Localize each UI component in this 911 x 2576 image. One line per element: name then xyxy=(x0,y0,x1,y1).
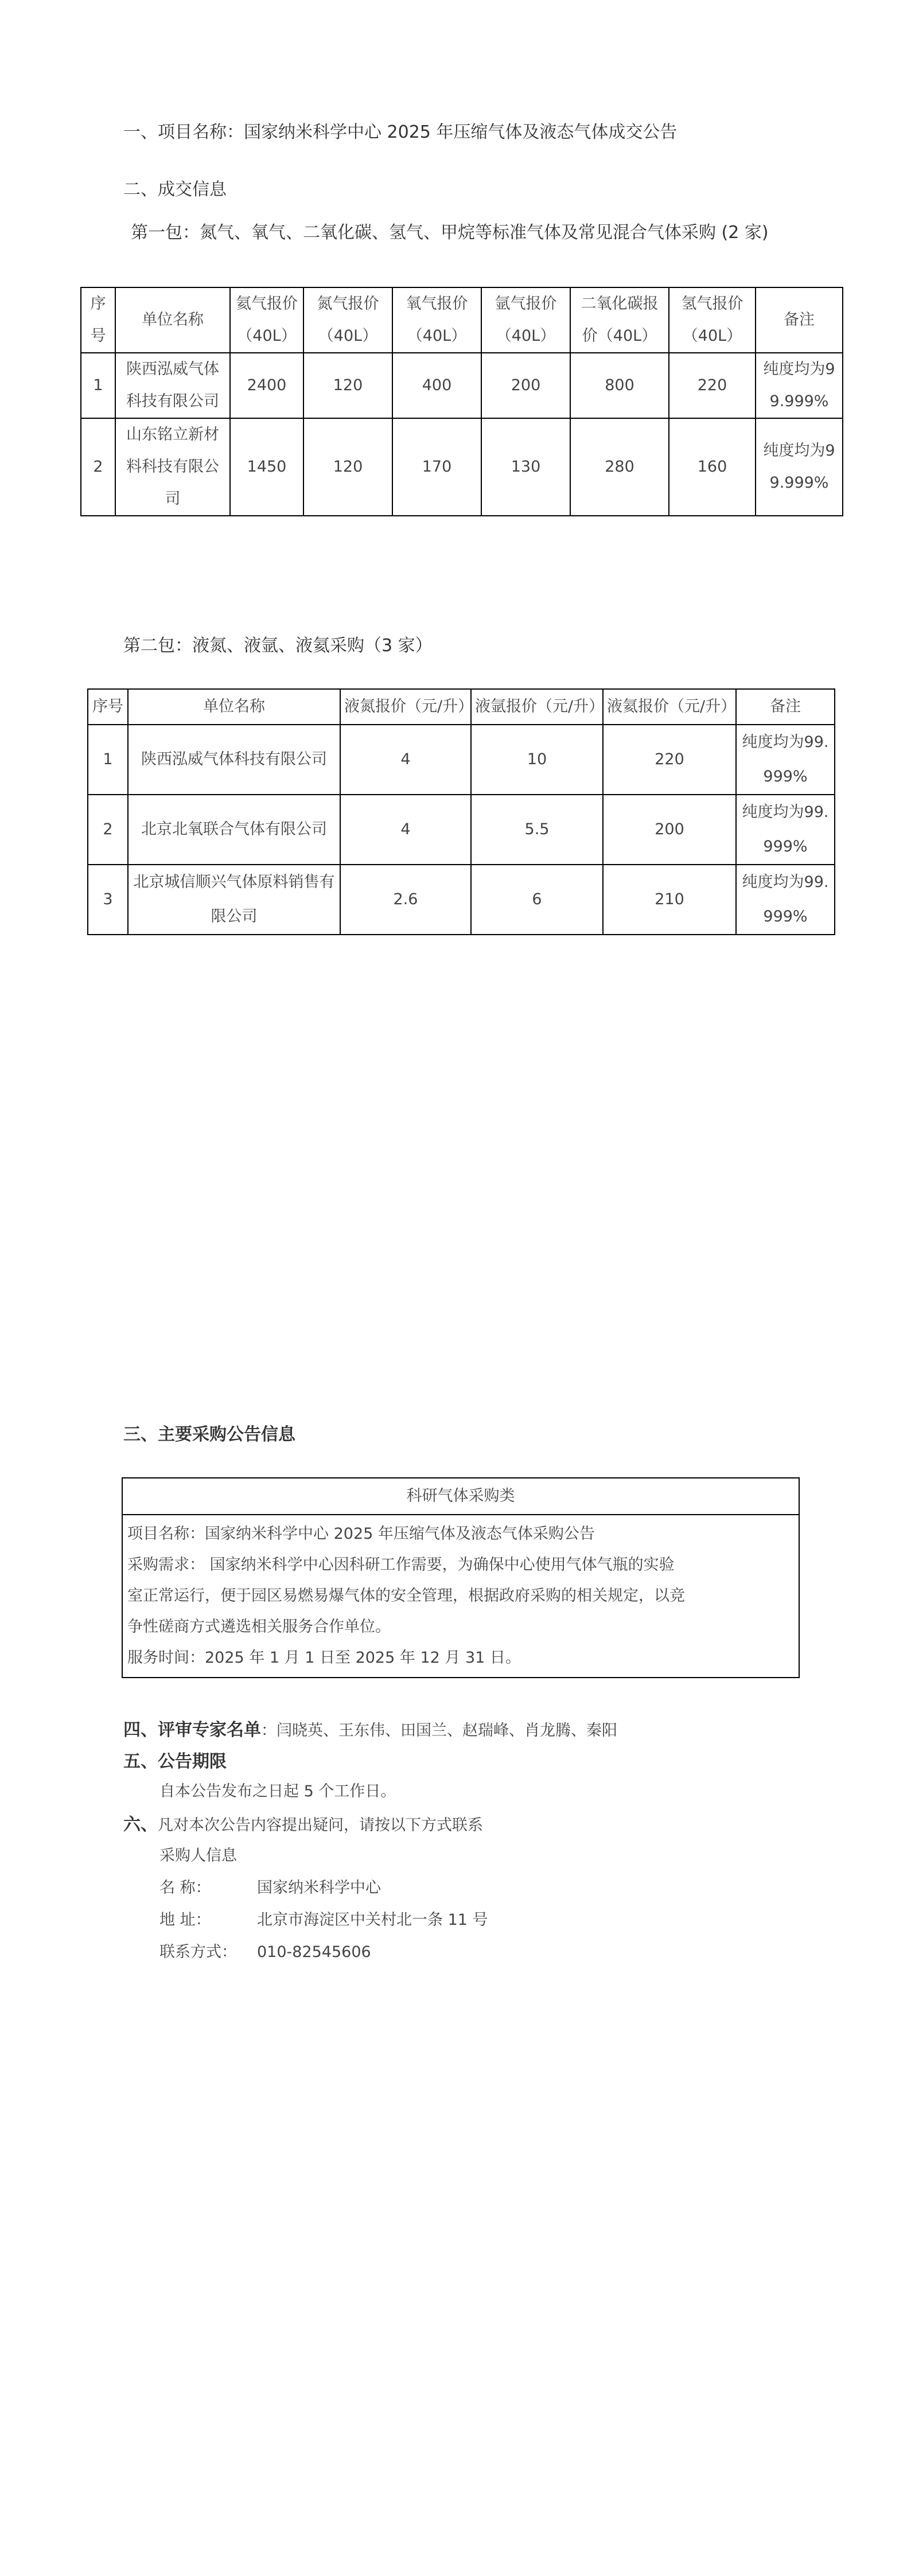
section-4 xyxy=(123,1715,617,1741)
table-row xyxy=(88,795,835,865)
cell-liquid-helium: 200 xyxy=(603,795,736,865)
announcement-service-time: 服务时间：2025 年 1 月 1 日至 2025 年 12 月 31 日。 xyxy=(127,1649,521,1667)
cell-remark: 纯度均为99.999% xyxy=(736,865,835,935)
header-remark: 备注 xyxy=(756,287,843,353)
header-remark: 备注 xyxy=(736,689,835,725)
purchaser-contact-row xyxy=(159,1939,371,1962)
purchaser-name-row xyxy=(159,1875,381,1897)
package-2-header-row xyxy=(88,689,835,725)
table-row xyxy=(88,865,835,935)
cell-nitrogen: 120 xyxy=(303,353,392,418)
section-6 xyxy=(123,1810,483,1835)
header-liquid-argon-price: 液氩报价（元/升） xyxy=(471,689,603,725)
cell-liquid-nitrogen: 4 xyxy=(340,795,471,865)
cell-company: 山东铭立新材料科技有限公司 xyxy=(115,418,230,516)
package-1-title: 第一包：氮气、氧气、二氧化碳、氢气、甲烷等标准气体及常见混合气体采购 (2 家) xyxy=(131,223,769,243)
header-co2-price: 二氧化碳报价（40L） xyxy=(570,287,669,353)
header-argon-price: 氩气报价（40L） xyxy=(481,287,570,353)
section-1-label: 一、项目名称： xyxy=(123,122,244,142)
package-2-table xyxy=(87,688,835,935)
cell-liquid-helium: 220 xyxy=(603,725,736,795)
announcement-box xyxy=(122,1477,800,1678)
section-1-heading xyxy=(123,118,677,143)
cell-remark: 纯度均为99.999% xyxy=(736,795,835,865)
purchaser-name: 国家纳米科学中心 xyxy=(257,1879,381,1897)
header-index: 序号 xyxy=(88,689,128,725)
cell-oxygen: 400 xyxy=(392,353,481,418)
cell-index: 1 xyxy=(81,353,115,418)
cell-index: 3 xyxy=(88,865,128,935)
table-row xyxy=(88,725,835,795)
cell-company: 北京北氧联合气体有限公司 xyxy=(128,795,340,865)
project-title: 国家纳米科学中心 2025 年压缩气体及液态气体成交公告 xyxy=(244,122,678,142)
header-liquid-helium-price: 液氦报价（元/升） xyxy=(603,689,736,725)
cell-index: 2 xyxy=(88,795,128,865)
header-oxygen-price: 氧气报价（40L） xyxy=(392,287,481,353)
announcement-body xyxy=(123,1515,799,1677)
cell-liquid-argon: 6 xyxy=(471,865,603,935)
announcement-category: 科研气体采购类 xyxy=(123,1478,799,1515)
package-1-header-row xyxy=(81,287,843,353)
header-company: 单位名称 xyxy=(115,287,230,353)
cell-company: 陕西泓威气体科技有限公司 xyxy=(128,725,340,795)
contact-instruction: 凡对本次公告内容提出疑问，请按以下方式联系 xyxy=(158,1816,483,1834)
announcement-requirement-line-1: 采购需求： 国家纳米科学中心因科研工作需要，为确保中心使用气体气瓶的实验 xyxy=(127,1556,675,1574)
cell-remark: 纯度均为99.999% xyxy=(736,725,835,795)
header-helium-price: 氦气报价（40L） xyxy=(230,287,303,353)
cell-helium: 2400 xyxy=(230,353,303,418)
header-liquid-nitrogen-price: 液氮报价（元/升） xyxy=(340,689,471,725)
section-4-label: 四、评审专家名单 xyxy=(123,1720,261,1740)
cell-index: 1 xyxy=(88,725,128,795)
package-1-table xyxy=(80,287,843,516)
cell-liquid-nitrogen: 4 xyxy=(340,725,471,795)
cell-liquid-helium: 210 xyxy=(603,865,736,935)
package-2-title: 第二包：液氮、液氩、液氦采购（3 家） xyxy=(123,636,433,656)
expert-list: ：闫晓英、王东伟、田国兰、赵瑞峰、肖龙腾、秦阳 xyxy=(261,1722,617,1740)
section-6-label: 六、 xyxy=(123,1815,158,1835)
section-5-label: 五、公告期限 xyxy=(123,1752,227,1772)
announcement-requirement-line-2: 室正常运行，便于园区易燃易爆气体的安全管理，根据政府采购的相关规定，以竞 xyxy=(127,1587,685,1605)
section-3-label: 三、主要采购公告信息 xyxy=(123,1425,295,1445)
purchaser-info-title: 采购人信息 xyxy=(159,1847,237,1865)
cell-index: 2 xyxy=(81,418,115,516)
table-row xyxy=(81,418,843,516)
announcement-period: 自本公告发布之日起 5 个工作日。 xyxy=(159,1783,396,1800)
cell-liquid-argon: 5.5 xyxy=(471,795,603,865)
cell-liquid-nitrogen: 2.6 xyxy=(340,865,471,935)
purchaser-phone: 010-82545606 xyxy=(257,1943,371,1961)
header-hydrogen-price: 氢气报价（40L） xyxy=(669,287,756,353)
cell-remark: 纯度均为99.999% xyxy=(756,353,843,418)
cell-company: 陕西泓威气体科技有限公司 xyxy=(115,353,230,418)
purchaser-address-label: 地 址： xyxy=(159,1911,211,1929)
cell-remark: 纯度均为99.999% xyxy=(756,418,843,516)
cell-oxygen: 170 xyxy=(392,418,481,516)
cell-co2: 800 xyxy=(570,353,669,418)
header-company: 单位名称 xyxy=(128,689,340,725)
header-index: 序号 xyxy=(81,287,115,353)
cell-hydrogen: 220 xyxy=(669,353,756,418)
cell-company: 北京城信顺兴气体原料销售有限公司 xyxy=(128,865,340,935)
cell-helium: 1450 xyxy=(230,418,303,516)
cell-nitrogen: 120 xyxy=(303,418,392,516)
cell-co2: 280 xyxy=(570,418,669,516)
table-row xyxy=(81,353,843,418)
header-nitrogen-price: 氮气报价（40L） xyxy=(303,287,392,353)
cell-argon: 130 xyxy=(481,418,570,516)
cell-argon: 200 xyxy=(481,353,570,418)
announcement-project: 项目名称：国家纳米科学中心 2025 年压缩气体及液态气体采购公告 xyxy=(127,1525,595,1543)
purchaser-name-label: 名 称： xyxy=(159,1879,211,1897)
purchaser-address: 北京市海淀区中关村北一条 11 号 xyxy=(257,1911,488,1929)
announcement-requirement-line-3: 争性磋商方式遴选相关服务合作单位。 xyxy=(127,1618,391,1636)
purchaser-address-row xyxy=(159,1907,488,1929)
section-2-heading: 二、成交信息 xyxy=(123,180,227,200)
purchaser-contact-label: 联系方式： xyxy=(159,1943,237,1961)
cell-hydrogen: 160 xyxy=(669,418,756,516)
section-3-heading xyxy=(123,1420,295,1445)
cell-liquid-argon: 10 xyxy=(471,725,603,795)
section-5-heading xyxy=(123,1747,227,1772)
